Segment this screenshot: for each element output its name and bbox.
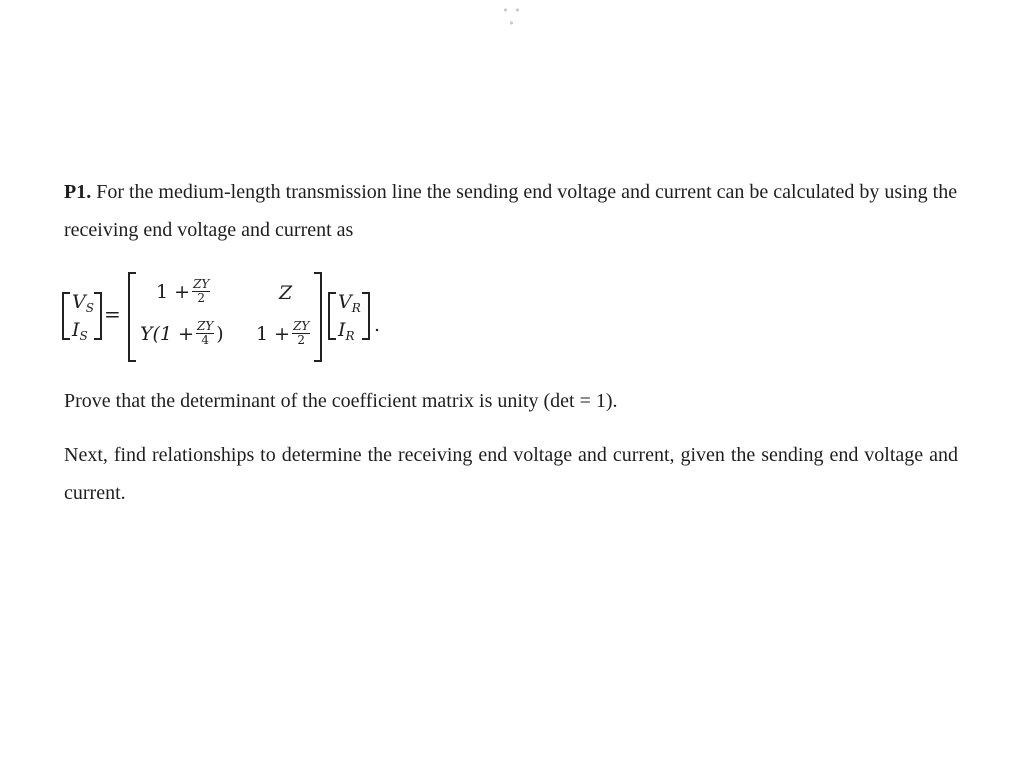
a22-prefix: 1 + [256,322,291,345]
rhs-voltage-sub: R [351,301,361,315]
a22-numerator: ZY [293,319,310,333]
matrix-a21 [140,320,224,347]
matrix-right-bracket [314,272,322,362]
window-handle-dots[interactable]: • • • [502,4,522,30]
a21-suffix: ) [216,322,224,345]
matrix-a11 [156,278,212,305]
a22-denominator: 2 [297,333,306,347]
lhs-voltage-sub: S [85,301,94,315]
lhs-current-sub: S [79,329,88,343]
problem-label: P1. [64,181,92,203]
next-instruction: Next, find relationships to determine the receiving end voltage and current, given the sending end voltage and current. [64,444,958,504]
rhs-right-bracket [362,292,370,340]
equation-period: . [374,314,381,336]
lhs-left-bracket [62,292,70,340]
rhs-current-sub: R [345,329,355,343]
a21-fraction [196,320,214,347]
lhs-vector [72,291,94,347]
a21-numerator: ZY [197,319,214,333]
a22-fraction [292,320,310,347]
prove-instruction: Prove that the determinant of the coefficient matrix is unity (det = 1). [64,390,618,412]
rhs-voltage: V [338,291,352,313]
a21-denominator: 4 [201,333,209,347]
lhs-right-bracket [94,292,102,340]
a11-fraction [192,278,210,305]
problem-intro-text: For the medium-length transmission line the sending end voltage and current can be calculated by using the receiving end voltage and current as [64,181,958,241]
a21-prefix: Y(1 + [140,322,195,345]
a11-numerator: ZY [193,277,210,291]
equals-sign: = [104,302,121,326]
rhs-vector [338,291,361,347]
rhs-left-bracket [328,292,336,340]
matrix-a22 [256,320,312,347]
rhs-current: I [338,319,346,341]
matrix-a12: Z [279,282,293,304]
abcd-equation [60,268,420,364]
matrix-left-bracket [128,272,136,362]
problem-intro [64,173,958,249]
lhs-voltage: V [72,291,86,313]
a11-prefix: 1 + [156,280,191,303]
lhs-current: I [72,319,80,341]
a11-denominator: 2 [197,291,206,305]
